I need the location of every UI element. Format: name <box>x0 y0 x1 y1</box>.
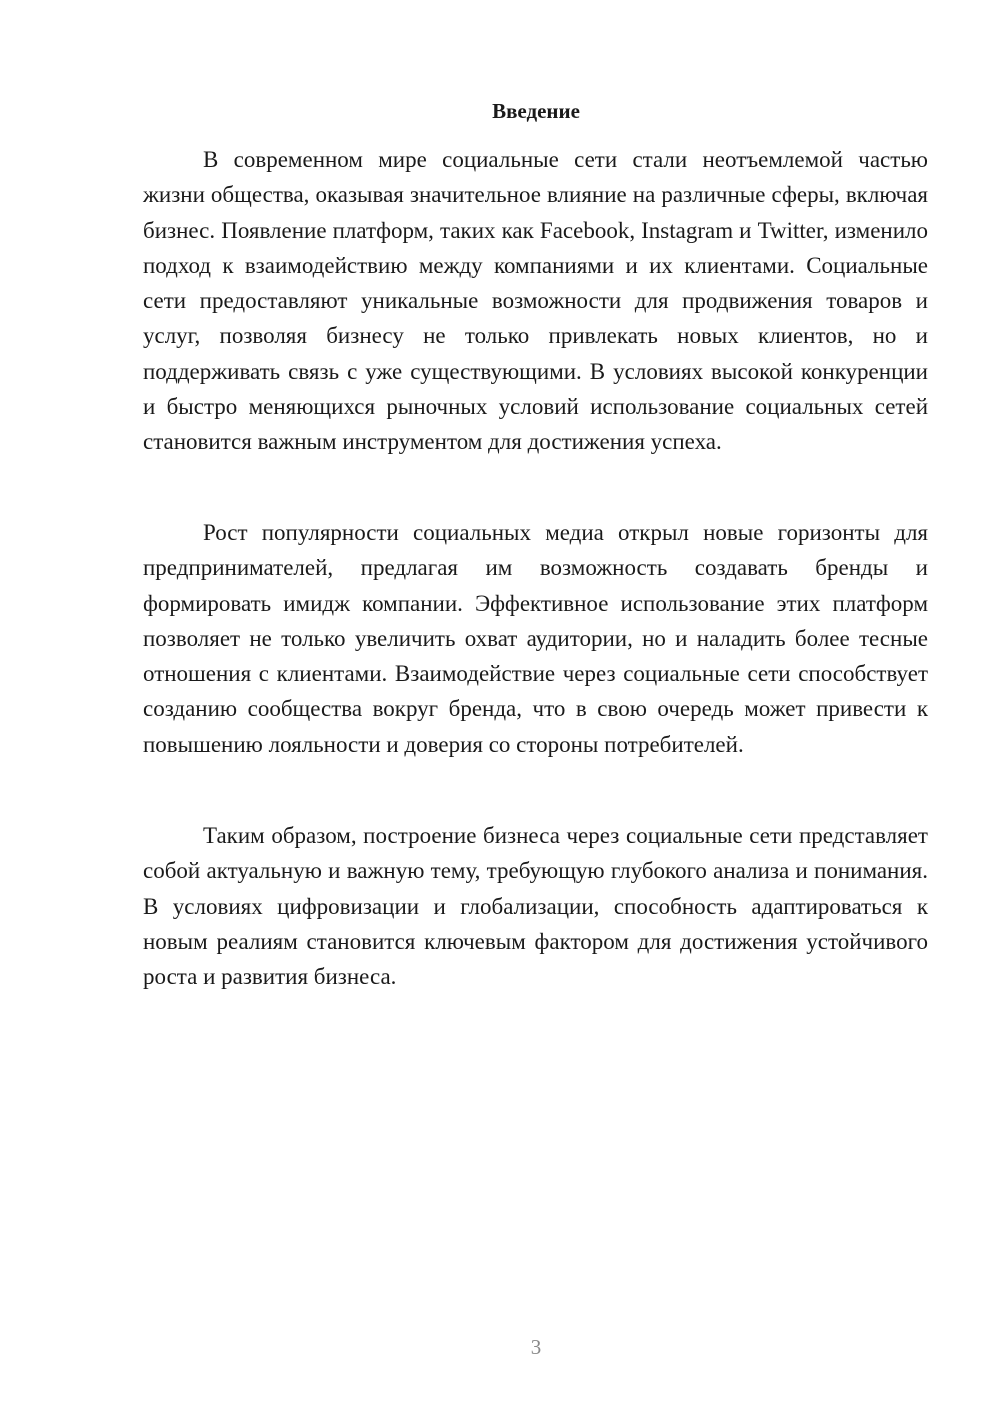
paragraph-3: Таким образом, построение бизнеса через социальные сети представляет собой актуальную и важную тему, требующую глубокого анализа и понимания. В условиях цифровизации и глобализации, способность адаптироваться к новым реалиям становится ключевым фактором для достижения устойчивого роста и развития бизнеса. <box>143 823 928 990</box>
section-heading: Введение <box>492 99 580 123</box>
paragraph-1: В современном мире социальные сети стали неотъемлемой частью жизни общества, оказывая значительное влияние на различные сферы, включая бизнес. Появление платформ, таких как Facebook, Instagram и Twitter, изменило подход к взаимодействию между компаниями и их клиентами. Социальные сети предоставляют уникальные возможности для продвижения товаров и услуг, позволяя бизнесу не только привлекать новых клиентов, но и поддерживать связь с уже существующими. В условиях высокой конкуренции и быстро меняющихся рыночных условий использование социальных сетей становится важным инструментом для достижения успеха. <box>143 147 928 455</box>
paragraph-2: Рост популярности социальных медиа открыл новые горизонты для предпринимателей, предлагая им возможность создавать бренды и формировать имидж компании. Эффективное использование этих платформ позволяет не только увеличить охват аудитории, но и наладить более тесные отношения с клиентами. Взаимодействие через социальные сети способствует созданию сообщества вокруг бренда, что в свою очередь может привести к повышению лояльности и доверия со стороны потребителей. <box>143 520 928 757</box>
page-number: 3 <box>530 1335 542 1359</box>
